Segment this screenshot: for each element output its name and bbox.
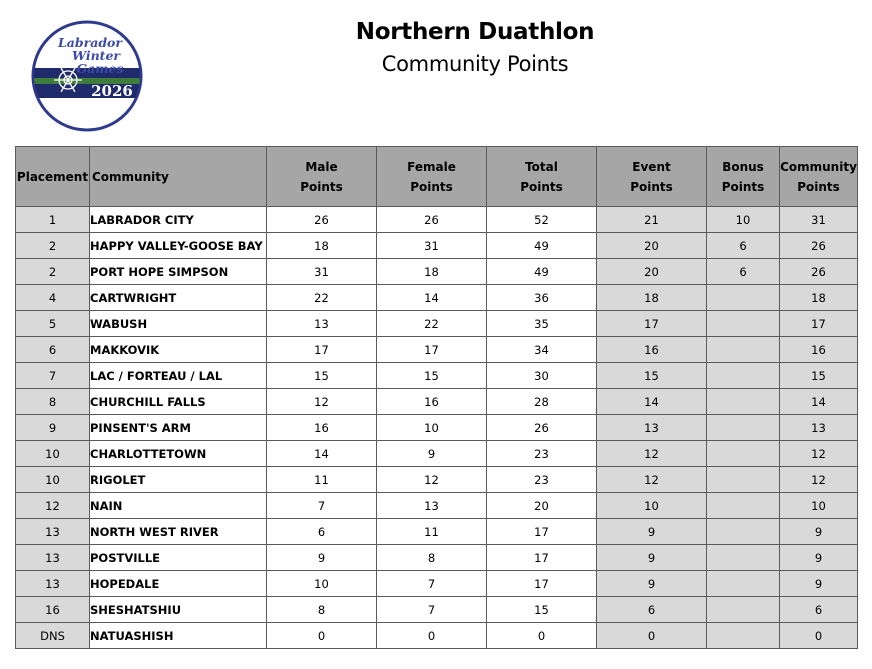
- community-cell: NORTH WEST RIVER: [90, 519, 267, 545]
- table-row: [16, 597, 858, 623]
- logo-line-1: Labrador: [58, 35, 122, 50]
- female-points-cell: 11: [377, 519, 487, 545]
- placement-cell: 13: [16, 545, 90, 571]
- table-row: [16, 389, 858, 415]
- header-community-points: Community Points: [780, 147, 858, 207]
- table-row: [16, 519, 858, 545]
- community-points-cell: 16: [780, 337, 858, 363]
- header-female-points: Female Points: [377, 147, 487, 207]
- placement-cell: 8: [16, 389, 90, 415]
- table-row: [16, 493, 858, 519]
- placement-cell: 5: [16, 311, 90, 337]
- female-points-cell: 31: [377, 233, 487, 259]
- event-points-cell: 9: [597, 571, 707, 597]
- total-points-cell: 20: [487, 493, 597, 519]
- logo-year: 2026: [91, 82, 133, 100]
- total-points-cell: 34: [487, 337, 597, 363]
- community-points-cell: 17: [780, 311, 858, 337]
- placement-cell: 13: [16, 571, 90, 597]
- female-points-cell: 22: [377, 311, 487, 337]
- male-points-cell: 7: [267, 493, 377, 519]
- page-subtitle: Community Points: [381, 52, 569, 76]
- table-row: [16, 623, 858, 649]
- bonus-points-cell: 10: [707, 207, 780, 233]
- community-cell: PORT HOPE SIMPSON: [90, 259, 267, 285]
- event-points-cell: 20: [597, 259, 707, 285]
- table-row: [16, 363, 858, 389]
- table-row: [16, 415, 858, 441]
- total-points-cell: 0: [487, 623, 597, 649]
- community-points-cell: 10: [780, 493, 858, 519]
- community-cell: NATUASHISH: [90, 623, 267, 649]
- female-points-cell: 9: [377, 441, 487, 467]
- event-points-cell: 0: [597, 623, 707, 649]
- community-cell: RIGOLET: [90, 467, 267, 493]
- placement-cell: 9: [16, 415, 90, 441]
- community-cell: HAPPY VALLEY-GOOSE BAY: [90, 233, 267, 259]
- community-cell: MAKKOVIK: [90, 337, 267, 363]
- bonus-points-cell: [707, 597, 780, 623]
- event-points-cell: 21: [597, 207, 707, 233]
- table-row: [16, 337, 858, 363]
- male-points-cell: 13: [267, 311, 377, 337]
- event-points-cell: 20: [597, 233, 707, 259]
- community-points-cell: 9: [780, 571, 858, 597]
- placement-cell: 10: [16, 467, 90, 493]
- community-points-cell: 12: [780, 441, 858, 467]
- male-points-cell: 10: [267, 571, 377, 597]
- male-points-cell: 18: [267, 233, 377, 259]
- male-points-cell: 22: [267, 285, 377, 311]
- female-points-cell: 8: [377, 545, 487, 571]
- header: [280, 16, 670, 80]
- community-cell: LABRADOR CITY: [90, 207, 267, 233]
- total-points-cell: 36: [487, 285, 597, 311]
- male-points-cell: 6: [267, 519, 377, 545]
- table-row: [16, 285, 858, 311]
- community-cell: SHESHATSHIU: [90, 597, 267, 623]
- logo-line-3: Games: [76, 61, 124, 76]
- female-points-cell: 15: [377, 363, 487, 389]
- placement-cell: 13: [16, 519, 90, 545]
- logo-line-2: Winter: [72, 48, 120, 63]
- community-points-cell: 0: [780, 623, 858, 649]
- community-cell: HOPEDALE: [90, 571, 267, 597]
- event-points-cell: 12: [597, 441, 707, 467]
- male-points-cell: 26: [267, 207, 377, 233]
- bonus-points-cell: [707, 415, 780, 441]
- table-row: [16, 545, 858, 571]
- community-cell: WABUSH: [90, 311, 267, 337]
- placement-cell: 2: [16, 233, 90, 259]
- event-points-cell: 18: [597, 285, 707, 311]
- total-points-cell: 30: [487, 363, 597, 389]
- bonus-points-cell: [707, 363, 780, 389]
- male-points-cell: 9: [267, 545, 377, 571]
- header-bonus-points: Bonus Points: [707, 147, 780, 207]
- bonus-points-cell: [707, 545, 780, 571]
- table-row: [16, 571, 858, 597]
- female-points-cell: 18: [377, 259, 487, 285]
- community-points-cell: 26: [780, 233, 858, 259]
- female-points-cell: 14: [377, 285, 487, 311]
- event-points-cell: 17: [597, 311, 707, 337]
- placement-cell: 12: [16, 493, 90, 519]
- table-header-row: [16, 147, 858, 207]
- total-points-cell: 28: [487, 389, 597, 415]
- table-row: [16, 259, 858, 285]
- community-points-cell: 13: [780, 415, 858, 441]
- bonus-points-cell: [707, 519, 780, 545]
- event-points-cell: 9: [597, 545, 707, 571]
- total-points-cell: 17: [487, 519, 597, 545]
- male-points-cell: 14: [267, 441, 377, 467]
- community-points-cell: 6: [780, 597, 858, 623]
- bonus-points-cell: 6: [707, 233, 780, 259]
- community-points-cell: 14: [780, 389, 858, 415]
- total-points-cell: 17: [487, 571, 597, 597]
- total-points-cell: 17: [487, 545, 597, 571]
- bonus-points-cell: 6: [707, 259, 780, 285]
- female-points-cell: 7: [377, 571, 487, 597]
- event-points-cell: 14: [597, 389, 707, 415]
- male-points-cell: 31: [267, 259, 377, 285]
- placement-cell: 7: [16, 363, 90, 389]
- event-points-cell: 12: [597, 467, 707, 493]
- header-total-points: Total Points: [487, 147, 597, 207]
- page-title: Northern Duathlon: [355, 19, 595, 45]
- community-cell: POSTVILLE: [90, 545, 267, 571]
- community-points-cell: 12: [780, 467, 858, 493]
- female-points-cell: 17: [377, 337, 487, 363]
- bonus-points-cell: [707, 571, 780, 597]
- community-cell: NAIN: [90, 493, 267, 519]
- placement-cell: 1: [16, 207, 90, 233]
- bonus-points-cell: [707, 441, 780, 467]
- header-event-points: Event Points: [597, 147, 707, 207]
- female-points-cell: 7: [377, 597, 487, 623]
- male-points-cell: 12: [267, 389, 377, 415]
- community-points-cell: 18: [780, 285, 858, 311]
- total-points-cell: 52: [487, 207, 597, 233]
- bonus-points-cell: [707, 623, 780, 649]
- table-row: [16, 311, 858, 337]
- female-points-cell: 13: [377, 493, 487, 519]
- total-points-cell: 23: [487, 441, 597, 467]
- community-points-cell: 31: [780, 207, 858, 233]
- community-cell: PINSENT'S ARM: [90, 415, 267, 441]
- female-points-cell: 16: [377, 389, 487, 415]
- bonus-points-cell: [707, 337, 780, 363]
- placement-cell: 10: [16, 441, 90, 467]
- event-points-cell: 6: [597, 597, 707, 623]
- bonus-points-cell: [707, 389, 780, 415]
- female-points-cell: 0: [377, 623, 487, 649]
- community-points-cell: 9: [780, 519, 858, 545]
- placement-cell: 2: [16, 259, 90, 285]
- total-points-cell: 23: [487, 467, 597, 493]
- placement-cell: DNS: [16, 623, 90, 649]
- event-points-cell: 9: [597, 519, 707, 545]
- bonus-points-cell: [707, 285, 780, 311]
- total-points-cell: 49: [487, 233, 597, 259]
- placement-cell: 6: [16, 337, 90, 363]
- table-row: [16, 233, 858, 259]
- event-points-cell: 10: [597, 493, 707, 519]
- bonus-points-cell: [707, 311, 780, 337]
- total-points-cell: 49: [487, 259, 597, 285]
- placement-cell: 4: [16, 285, 90, 311]
- total-points-cell: 15: [487, 597, 597, 623]
- labrador-winter-games-logo: [26, 20, 148, 132]
- event-points-cell: 16: [597, 337, 707, 363]
- bonus-points-cell: [707, 467, 780, 493]
- male-points-cell: 16: [267, 415, 377, 441]
- male-points-cell: 17: [267, 337, 377, 363]
- logo-emblem: [26, 20, 148, 132]
- total-points-cell: 35: [487, 311, 597, 337]
- female-points-cell: 10: [377, 415, 487, 441]
- total-points-cell: 26: [487, 415, 597, 441]
- bonus-points-cell: [707, 493, 780, 519]
- male-points-cell: 8: [267, 597, 377, 623]
- community-points-table: [15, 146, 858, 649]
- event-points-cell: 13: [597, 415, 707, 441]
- community-cell: CHARLOTTETOWN: [90, 441, 267, 467]
- community-cell: CARTWRIGHT: [90, 285, 267, 311]
- male-points-cell: 15: [267, 363, 377, 389]
- community-points-cell: 15: [780, 363, 858, 389]
- male-points-cell: 11: [267, 467, 377, 493]
- female-points-cell: 26: [377, 207, 487, 233]
- male-points-cell: 0: [267, 623, 377, 649]
- community-cell: LAC / FORTEAU / LAL: [90, 363, 267, 389]
- community-points-cell: 26: [780, 259, 858, 285]
- table-row: [16, 467, 858, 493]
- community-points-cell: 9: [780, 545, 858, 571]
- table-row: [16, 441, 858, 467]
- event-points-cell: 15: [597, 363, 707, 389]
- header-male-points: Male Points: [267, 147, 377, 207]
- header-placement: Placement: [16, 147, 90, 207]
- community-cell: CHURCHILL FALLS: [90, 389, 267, 415]
- placement-cell: 16: [16, 597, 90, 623]
- header-community: Community: [90, 147, 267, 207]
- female-points-cell: 12: [377, 467, 487, 493]
- table-row: [16, 207, 858, 233]
